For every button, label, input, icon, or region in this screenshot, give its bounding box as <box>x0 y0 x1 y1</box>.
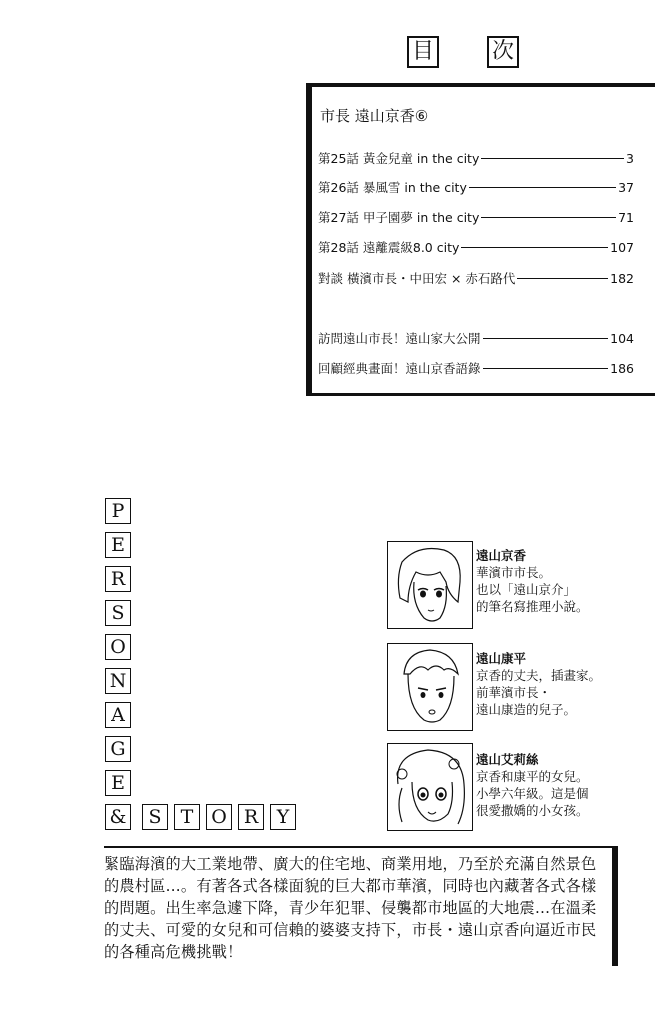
character-portrait-alice <box>387 743 473 831</box>
toc-entry-page: 71 <box>618 209 634 225</box>
toc-entry[interactable] <box>318 269 634 287</box>
heading-letter: T <box>174 804 200 830</box>
heading-letter: O <box>206 804 232 830</box>
character-name: 遠山京香 <box>476 548 527 563</box>
toc-entry-page: 107 <box>610 239 634 255</box>
toc-heading-char: 目 <box>407 36 439 68</box>
toc-heading-char: 次 <box>487 36 519 68</box>
toc-border-bottom <box>306 393 655 396</box>
heading-letter: R <box>105 566 131 592</box>
toc-entry-page: 3 <box>626 150 634 166</box>
heading-letter: N <box>105 668 131 694</box>
toc-entry[interactable] <box>318 178 634 196</box>
toc-entry-label: 第28話 遠離震級8.0 city <box>318 240 460 255</box>
character-name: 遠山康平 <box>476 651 527 666</box>
leader-line <box>469 187 616 188</box>
character-desc: 也以「遠山京介」 <box>476 582 577 597</box>
table-of-contents <box>306 83 655 396</box>
character-portrait-kyoka <box>387 541 473 629</box>
character-desc: 京香的丈夫，插畫家。 <box>476 668 602 683</box>
toc-entry-page: 37 <box>618 179 634 195</box>
leader-line <box>483 368 609 369</box>
heading-letter: O <box>105 634 131 660</box>
character-desc: 遠山康造的兒子。 <box>476 702 577 717</box>
character-info-kohei <box>476 650 601 718</box>
character-info-kyoka <box>476 547 589 615</box>
leader-line <box>461 247 608 248</box>
toc-entry-page: 186 <box>610 360 634 376</box>
toc-entry-label: 第27話 甲子園夢 in the city <box>318 210 480 225</box>
heading-letter: Y <box>270 804 296 830</box>
heading-letter: P <box>105 498 131 524</box>
toc-heading <box>407 36 519 68</box>
heading-letter: S <box>142 804 168 830</box>
character-info-alice <box>476 751 589 819</box>
toc-border-left <box>306 83 312 396</box>
toc-entry-label: 訪問遠山市長！遠山家大公開 <box>318 331 481 346</box>
story-border-right <box>612 846 618 966</box>
series-title: 市長 遠山京香⑥ <box>320 107 429 125</box>
story-summary <box>104 846 618 966</box>
toc-entry[interactable] <box>318 238 634 256</box>
toc-entry[interactable] <box>318 208 634 226</box>
character-desc: 小學六年級。這是個 <box>476 786 589 801</box>
heading-letter: G <box>105 736 131 762</box>
toc-entry[interactable] <box>318 149 634 167</box>
leader-line <box>481 158 624 159</box>
character-desc: 華濱市市長。 <box>476 565 552 580</box>
character-desc: 很愛撒嬌的小女孩。 <box>476 803 589 818</box>
character-portrait-kohei <box>387 643 473 731</box>
leader-line <box>517 278 608 279</box>
leader-line <box>483 338 609 339</box>
toc-entry-label: 第25話 黃金兒童 in the city <box>318 151 480 166</box>
heading-letter: E <box>105 532 131 558</box>
toc-entry-label: 回顧經典畫面！遠山京香語錄 <box>318 361 481 376</box>
leader-line <box>481 217 616 218</box>
toc-border-top <box>306 83 655 87</box>
heading-letter: R <box>238 804 264 830</box>
story-border-top <box>104 846 618 848</box>
toc-entry-page: 104 <box>610 330 634 346</box>
character-desc: 的筆名寫推理小說。 <box>476 599 589 614</box>
character-desc: 前華濱市長・ <box>476 685 552 700</box>
character-desc: 京香和康平的女兒。 <box>476 769 589 784</box>
toc-entry[interactable] <box>318 329 634 347</box>
heading-letter: A <box>105 702 131 728</box>
toc-entry[interactable] <box>318 359 634 377</box>
toc-entry-label: 第26話 暴風雪 in the city <box>318 180 467 195</box>
heading-letter: E <box>105 770 131 796</box>
toc-entry-page: 182 <box>610 270 634 286</box>
story-text: 緊臨海濱的大工業地帶、廣大的住宅地、商業用地，乃至於充滿自然景色的農村區…。有著各式各樣面貌的巨大都市華濱，同時也內藏著各式各樣的問題。出生率急遽下降，青少年犯罪、侵襲都市地區的大地震…在溫柔的丈夫、可愛的女兒和可信賴的婆婆支持下，市長・遠山京香向逼近市民的各種高危機挑戰！ <box>104 855 597 961</box>
heading-letter: S <box>105 600 131 626</box>
character-name: 遠山艾莉絲 <box>476 752 539 767</box>
heading-letter: & <box>105 804 131 830</box>
toc-entry-label: 對談 橫濱市長・中田宏 × 赤石路代 <box>318 271 516 286</box>
